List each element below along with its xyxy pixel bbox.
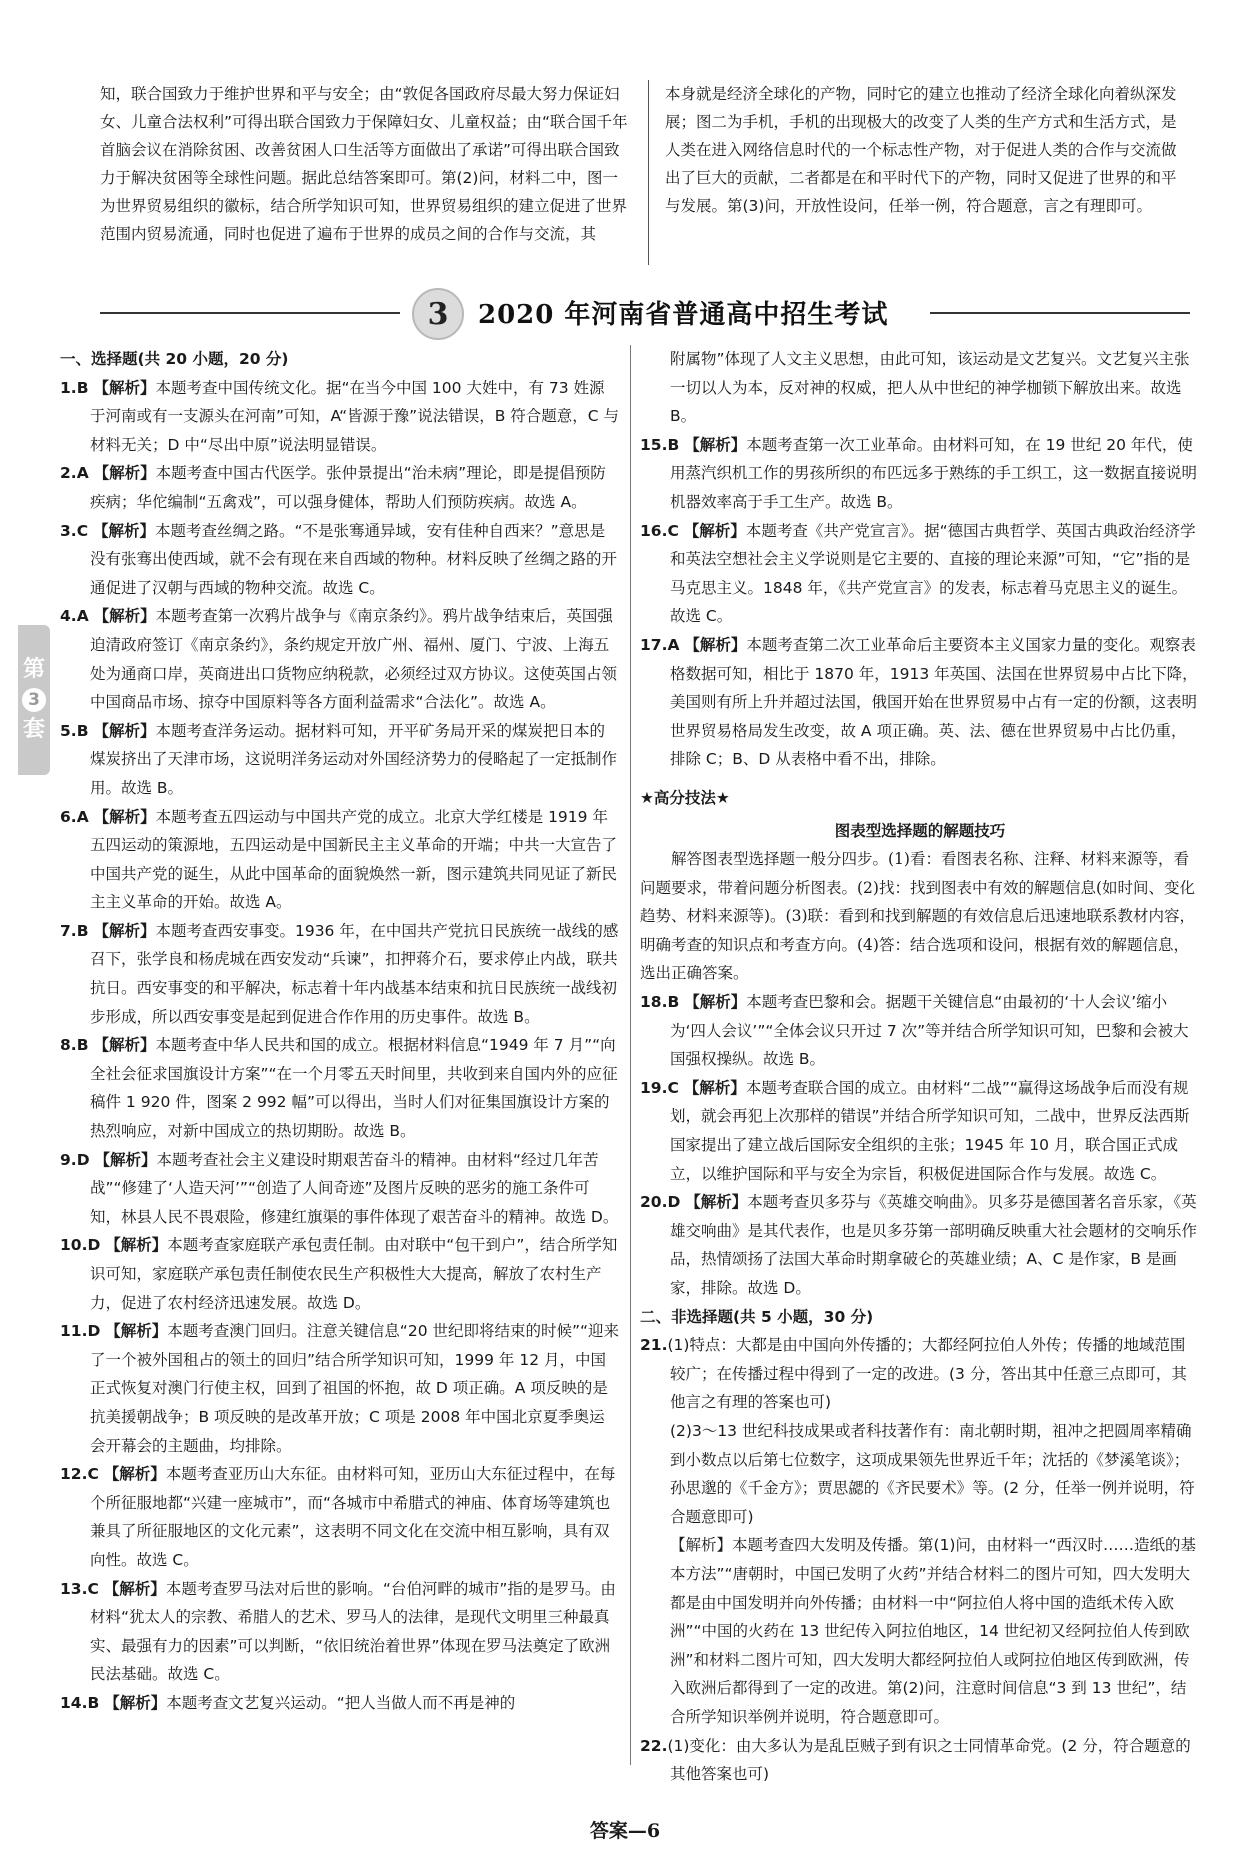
exam-title-bar bbox=[100, 288, 1190, 338]
item-number: 10. bbox=[60, 1236, 88, 1255]
item-answer: D bbox=[87, 1322, 101, 1341]
answer-item bbox=[60, 1460, 620, 1574]
item-number: 13. bbox=[60, 1579, 88, 1598]
answer-item bbox=[60, 1031, 620, 1145]
answer-item bbox=[640, 1188, 1200, 1302]
analysis-tag: 【解析】 bbox=[685, 1193, 748, 1212]
item-answer: B bbox=[76, 921, 89, 940]
answer-item bbox=[640, 1732, 1200, 1789]
answer-item bbox=[60, 517, 620, 603]
item-answer: B bbox=[76, 1036, 89, 1055]
tab-label: 套 bbox=[22, 717, 45, 742]
item-number: 12. bbox=[60, 1465, 88, 1484]
item-analysis bbox=[640, 1531, 1200, 1731]
item-text: 本题考查中国古代医学。张仲景提出“治未病”理论，即是提倡预防疾病；华佗编制“五禽戏”，可以强身健体，帮助人们预防疾病。故选 A。 bbox=[90, 464, 606, 511]
item-number: 20. bbox=[640, 1193, 668, 1212]
item-text: (2)3～13 世纪科技成果或者科技著作有：南北朝时期，祖冲之把圆周率精确到小数点以后第七位数字，这项成果领先世界近千年；沈括的《梦溪笔谈》；孙思邈的《千金方》；贾思勰的《齐民要术》等。(2 分，任举一例并说明，符合题意即可) bbox=[670, 1421, 1195, 1526]
analysis-tag: 【解析】 bbox=[105, 1236, 168, 1255]
tips-box bbox=[640, 784, 1200, 988]
analysis-tag: 【解析】 bbox=[105, 1322, 168, 1341]
item-text: 本题考查洋务运动。据材料可知，开平矿务局开采的煤炭把日本的煤炭挤出了天津市场，这说明洋务运动对外国经济势力的侵略起了一定抵制作用。故选 B。 bbox=[90, 721, 618, 797]
item-text: 本题考查中华人民共和国的成立。根据材料信息“1949 年 7 月”“向全社会征求国旗设计方案”“在一个月零五天时间里，共收到来自国内外的应征稿件 1 920 件，图案 2 992 幅”可以得出，当时人们对征集国旗设计方案的热烈响应，对新中国成立的热切期盼。故选 B。 bbox=[90, 1036, 618, 1141]
tips-heading: ★高分技法★ bbox=[640, 788, 730, 807]
item-number: 21. bbox=[640, 1336, 668, 1355]
item-continuation: 附属物”体现了人文主义思想，由此可知，该运动是文艺复兴。文艺复兴主张一切以人为本，反对神的权威，把人从中世纪的神学枷锁下解放出来。故选 B。 bbox=[670, 350, 1190, 426]
answer-item bbox=[60, 917, 620, 1031]
previous-answer-continuation bbox=[100, 80, 1190, 270]
continuation-left-column bbox=[100, 80, 630, 248]
item-answer: A bbox=[76, 807, 89, 826]
column-divider bbox=[648, 80, 649, 265]
analysis-tag: 【解析】 bbox=[94, 1150, 157, 1169]
item-number: 18. bbox=[640, 993, 668, 1012]
item-number: 14. bbox=[60, 1693, 88, 1712]
item-answer: D bbox=[87, 1236, 101, 1255]
item-number: 15. bbox=[640, 435, 668, 454]
analysis-tag: 【解析】 bbox=[93, 721, 156, 740]
item-text: 本题考查第二次工业革命后主要资本主义国家力量的变化。观察表格数据可知，相比于 1870 年，1913 年英国、法国在世界贸易中占比下降，美国则有所上升并超过法国，俄国开始在世界贸易中占有一定的份额，这表明世界贸易格局发生改变，故 A 项正确。英、法、德在世界贸易中占比仍重，排除 C；B、D 从表格中看不出，排除。 bbox=[670, 635, 1198, 769]
tab-number: 3 bbox=[22, 688, 46, 712]
answer-item bbox=[640, 988, 1200, 1074]
item-answer: B bbox=[667, 993, 680, 1012]
item-text: 本题考查贝多芬与《英雄交响曲》。贝多芬是德国著名音乐家，《英雄交响曲》是其代表作，也是贝多芬第一部明确反映重大社会题材的交响乐作品，热情颂扬了法国大革命时期拿破仑的英雄业绩；A、C 是作家，B 是画家，排除。故选 D。 bbox=[670, 1193, 1198, 1297]
item-text: 本题考查联合国的成立。由材料“二战”“赢得这场战争后而没有规划，就会再犯上次那样的错误”并结合所学知识可知，二战中，世界反法西斯国家提出了建立战后国际安全组织的主张；1945 年 10 月，联合国正式成立，以维护国际和平与安全为宗旨，积极促进国际合作与发展。故选 C。 bbox=[670, 1078, 1190, 1183]
right-column bbox=[640, 345, 1200, 1789]
item-text: 本题考查文艺复兴运动。“把人当做人而不再是神的 bbox=[166, 1693, 516, 1712]
continuation-text: 本身就是经济全球化的产物，同时它的建立也推动了经济全球化向着纵深发展；图二为手机，手机的出现极大的改变了人类的生产方式和生活方式，是人类在进入网络信息时代的一个标志性产物，对于促进人类的合作与交流做出了巨大的贡献，二者都是在和平时代下的产物，同时又促进了世界的和平与发展。第(3)问，开放性设问，任举一例，符合题意，言之有理即可。 bbox=[665, 85, 1177, 215]
item-text: 本题考查丝绸之路。“不是张骞通异域，安有佳种自西来？”意思是没有张骞出使西域，就不会有现在来自西域的物种。材料反映了丝绸之路的开通促进了汉朝与西域的物种交流。故选 C。 bbox=[90, 521, 618, 597]
analysis-tag: 【解析】 bbox=[683, 521, 746, 540]
item-answer: A bbox=[667, 635, 680, 654]
item-answer: B bbox=[76, 378, 89, 397]
item-number: 1. bbox=[60, 378, 77, 397]
answer-item bbox=[60, 602, 620, 716]
item-text: 本题考查四大发明及传播。第(1)问，由材料一“西汉时……造纸的基本方法”“唐朝时，中国已发明了火药”并结合材料二的图片可知，四大发明大都是由中国发明并向外传播；由材料一中“阿拉伯人将中国的造纸术传入欧洲”“中国的火药在 13 世纪传入阿拉伯地区，14 世纪初又经阿拉伯人传到欧洲”和材料二图片可知，四大发明大都经阿拉伯人或阿拉伯地区传到欧洲，传入欧洲后都得到了一定的改进。第(2)问，注意时间信息“3 到 13 世纪”，结合所学知识举例并说明，符合题意即可。 bbox=[670, 1536, 1197, 1726]
analysis-tag: 【解析】 bbox=[93, 807, 156, 826]
left-column bbox=[60, 345, 620, 1718]
item-answer: A bbox=[76, 464, 89, 483]
title-rule bbox=[930, 312, 1190, 314]
item-answer: A bbox=[76, 607, 89, 626]
analysis-tag: 【解析】 bbox=[683, 1078, 746, 1097]
continuation-right-column bbox=[665, 80, 1190, 220]
item-number: 2. bbox=[60, 464, 77, 483]
item-answer: C bbox=[76, 521, 89, 540]
tab-label: 第 bbox=[22, 657, 45, 682]
answer-item bbox=[60, 1146, 620, 1232]
analysis-tag: 【解析】 bbox=[93, 464, 156, 483]
item-text: (1)变化：由大多认为是乱臣贼子到有识之士同情革命党。(2 分，符合题意的其他答案也可) bbox=[667, 1736, 1191, 1784]
item-number: 19. bbox=[640, 1078, 668, 1097]
answer-item bbox=[60, 1575, 620, 1689]
item-answer: C bbox=[667, 521, 679, 540]
answer-item bbox=[60, 803, 620, 917]
analysis-tag: 【解析】 bbox=[93, 921, 156, 940]
item-text: 本题考查社会主义建设时期艰苦奋斗的精神。由材料“经过几年苦战”“修建了‘人造天河’”“创造了人间奇迹”及图片反映的恶劣的施工条件可知，林县人民不畏艰险，修建红旗渠的事件体现了艰苦奋斗的精神。故选 D。 bbox=[90, 1150, 619, 1226]
answer-item bbox=[60, 1689, 620, 1718]
item-number: 6. bbox=[60, 807, 77, 826]
item-number: 4. bbox=[60, 607, 77, 626]
analysis-tag: 【解析】 bbox=[684, 435, 747, 454]
tips-body: 解答图表型选择题一般分四步。(1)看：看图表名称、注释、材料来源等，看问题要求，带着问题分析图表。(2)找：找到图表中有效的解题信息(如时间、变化趋势、材料来源等)。(3)联：看到和找到解题的有效信息后迅速地联系教材内容，明确考查的知识点和考查方向。(4)答：结合选项和设问，根据有效的解题信息，选出正确答案。 bbox=[640, 850, 1196, 983]
analysis-tag: 【解析】 bbox=[93, 1036, 156, 1055]
item-number: 9. bbox=[60, 1150, 77, 1169]
analysis-tag: 【解析】 bbox=[103, 1579, 166, 1598]
item-answer: D bbox=[667, 1193, 681, 1212]
item-answer: D bbox=[76, 1150, 90, 1169]
answer-item bbox=[60, 374, 620, 460]
exam-number-badge: 3 bbox=[412, 288, 464, 340]
analysis-tag: 【解析】 bbox=[93, 607, 156, 626]
analysis-tag: 【解析】 bbox=[93, 378, 156, 397]
answer-item bbox=[640, 1331, 1200, 1417]
item-answer: B bbox=[76, 721, 89, 740]
item-text: (1)特点：大都是由中国向外传播的；大都经阿拉伯人外传；传播的地域范围较广；在传播过程中得到了一定的改进。(3 分，答出其中任意三点即可，其他言之有理的答案也可) bbox=[667, 1336, 1187, 1412]
section-heading: 二、非选择题(共 5 小题，30 分) bbox=[640, 1307, 874, 1326]
item-answer: C bbox=[87, 1465, 99, 1484]
item-answer: C bbox=[667, 1078, 679, 1097]
answer-item bbox=[640, 517, 1200, 631]
answer-item bbox=[60, 717, 620, 803]
item-number: 8. bbox=[60, 1036, 77, 1055]
analysis-tag: 【解析】 bbox=[103, 1465, 166, 1484]
item-text: 本题考查西安事变。1936 年，在中国共产党抗日民族统一战线的感召下，张学良和杨虎城在西安发动“兵谏”，扣押蒋介石，要求停止内战，联共抗日。西安事变的和平解决，标志着十年内战基本结束和抗日民族统一战线初步形成，所以西安事变是起到促进合作作用的历史事件。故选 B。 bbox=[90, 921, 619, 1026]
answer-item bbox=[640, 431, 1200, 517]
analysis-tag: 【解析】 bbox=[670, 1536, 733, 1555]
analysis-tag: 【解析】 bbox=[684, 993, 747, 1012]
answer-item bbox=[640, 631, 1200, 774]
page-footer: 答案—6 bbox=[589, 1820, 661, 1842]
item-text: 本题考查罗马法对后世的影响。“台伯河畔的城市”指的是罗马。由材料“犹太人的宗教、希腊人的艺术、罗马人的法律，是现代文明里三种最真实、最强有力的因素”可以判断，“依旧统治着世界”体现在罗马法奠定了欧洲民法基础。故选 C。 bbox=[90, 1579, 616, 1684]
tips-title: 图表型选择题的解题技巧 bbox=[834, 821, 1006, 840]
item-text: 本题考查《共产党宣言》。据“德国古典哲学、英国古典政治经济学和英法空想社会主义学说则是它主要的、直接的理论来源”可知，“它”指的是马克思主义。1848 年，《共产党宣言》的发表，标志着马克思主义的诞生。故选 C。 bbox=[670, 521, 1196, 626]
item-text: 本题考查澳门回归。注意关键信息“20 世纪即将结束的时候”“迎来了一个被外国租占的领土的回归”结合所学知识可知，1999 年 12 月，中国正式恢复对澳门行使主权，回到了祖国的怀抱，故 D 项正确。A 项反映的是抗美援朝战争；B 项反映的是改革开放；C 项是 2008 年中国北京夏季奥运会开幕会的主题曲，均排除。 bbox=[90, 1322, 620, 1455]
item-text: 本题考查第一次鸦片战争与《南京条约》。鸦片战争结束后，英国强迫清政府签订《南京条约》，条约规定开放广州、福州、厦门、宁波、上海五处为通商口岸，英商进出口货物应纳税款，必须经过双方协议。这使英国占领中国商品市场、掠夺中国原料等各方面利益需求“合法化”。故选 A。 bbox=[90, 607, 618, 712]
item-number: 16. bbox=[640, 521, 668, 540]
item-answer: C bbox=[87, 1579, 99, 1598]
item-number: 11. bbox=[60, 1322, 88, 1341]
item-text: 本题考查中国传统文化。据“在当今中国 100 大姓中，有 73 姓源于河南或有一支源头在河南”可知，A“皆源于豫”说法错误，B 符合题意，C 与材料无关；D 中“尽出中原”说法明显错误。 bbox=[90, 378, 620, 454]
analysis-tag: 【解析】 bbox=[684, 635, 747, 654]
analysis-tag: 【解析】 bbox=[93, 521, 156, 540]
item-text: 本题考查亚历山大东征。由材料可知，亚历山大东征过程中，在每个所征服地都“兴建一座城市”，而“各城市中希腊式的神庙、体育场等建筑也兼具了所征服地区的文化元素”，这表明不同文化在交流中相互影响，具有双向性。故选 C。 bbox=[90, 1465, 616, 1569]
answer-item bbox=[640, 1074, 1200, 1188]
item-number: 22. bbox=[640, 1736, 668, 1755]
title-rule bbox=[100, 312, 400, 314]
item-text: 本题考查巴黎和会。据题干关键信息“由最初的‘十人会议’缩小为‘四人会议’”“全体会议只开过 7 次”等并结合所学知识可知，巴黎和会被大国强权操纵。故选 B。 bbox=[670, 993, 1189, 1069]
answer-item bbox=[60, 459, 620, 516]
item-answer: B bbox=[667, 435, 680, 454]
section-heading: 一、选择题(共 20 小题，20 分) bbox=[60, 350, 289, 368]
item-text: 本题考查五四运动与中国共产党的成立。北京大学红楼是 1919 年五四运动的策源地，五四运动是中国新民主主义革命的开端；中共一大宣告了中国共产党的诞生，从此中国革命的面貌焕然一新，图示建筑共同见证了新民主主义革命的开始。故选 A。 bbox=[90, 807, 618, 912]
item-text: 本题考查家庭联产承包责任制。由对联中“包干到户”，结合所学知识可知，家庭联产承包责任制使农民生产积极性大大提高，解放了农村生产力，促进了农村经济迅速发展。故选 D。 bbox=[90, 1236, 618, 1312]
item-number: 17. bbox=[640, 635, 668, 654]
set-number-tab bbox=[18, 625, 50, 775]
item-answer: B bbox=[87, 1693, 100, 1712]
answer-item bbox=[60, 1231, 620, 1317]
item-number: 3. bbox=[60, 521, 77, 540]
continuation-text: 知，联合国致力于维护世界和平与安全；由“敦促各国政府尽最大努力保证妇女、儿童合法权利”可得出联合国致力于保障妇女、儿童权益；由“联合国千年首脑会议在消除贫困、改善贫困人口生活等方面做出了承诺”可得出联合国致力于解决贫困等全球性问题。据此总结答案即可。第(2)问，材料二中，图一为世界贸易组织的徽标，结合所学知识可知，世界贸易组织的建立促进了世界范围内贸易流通，同时也促进了遍布于世界的成员之间的合作与交流，其 bbox=[100, 85, 628, 243]
exam-title: 2020 年河南省普通高中招生考试 bbox=[478, 300, 889, 330]
analysis-tag: 【解析】 bbox=[104, 1693, 167, 1712]
column-divider bbox=[630, 345, 631, 1765]
answer-item bbox=[60, 1317, 620, 1460]
item-number: 5. bbox=[60, 721, 77, 740]
item-number: 7. bbox=[60, 921, 77, 940]
item-text: 本题考查第一次工业革命。由材料可知，在 19 世纪 20 年代，使用蒸汽织机工作的男孩所织的布匹远多于熟练的手工织工，这一数据直接说明机器效率高于手工生产。故选 B。 bbox=[670, 435, 1198, 511]
